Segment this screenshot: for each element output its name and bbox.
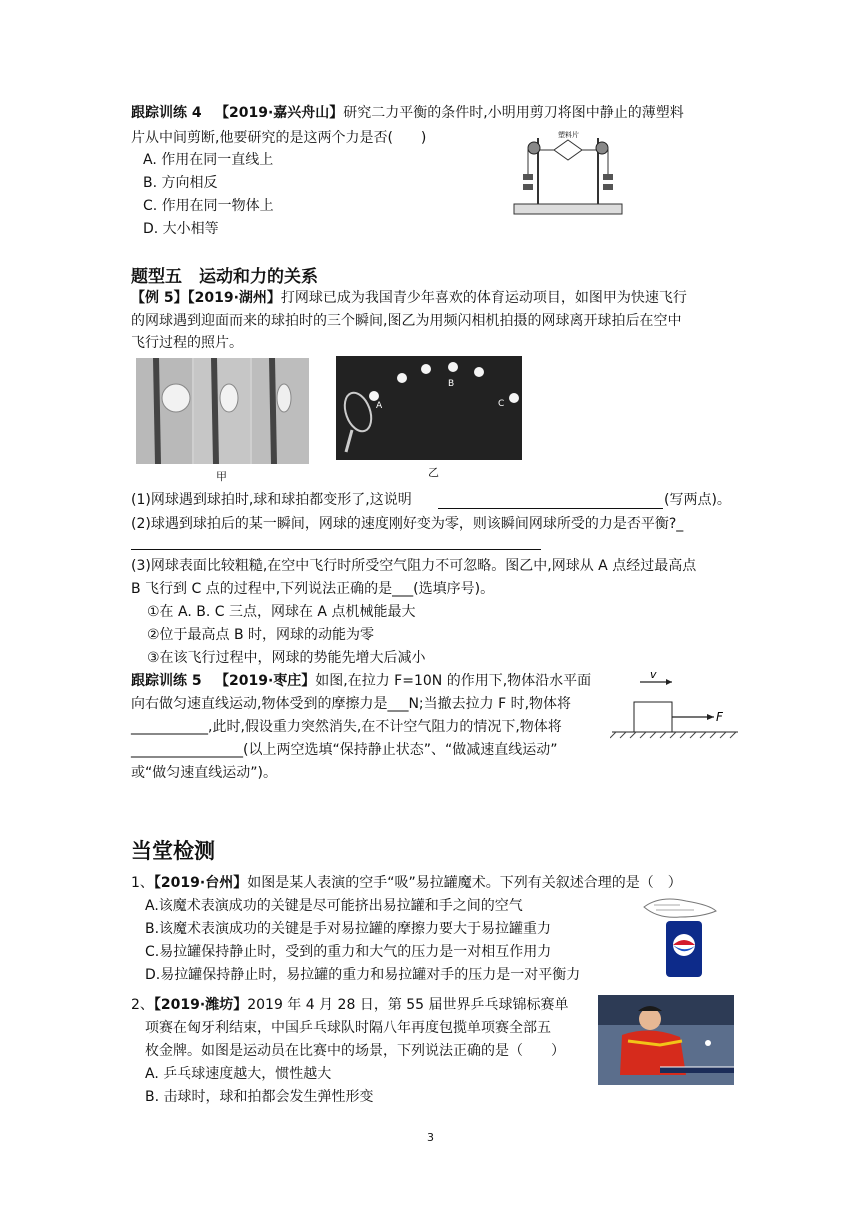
table-tennis-player-photo xyxy=(598,995,734,1085)
track5-line1 xyxy=(131,671,591,691)
track4-option-c: C. 作用在同一物体上 xyxy=(143,198,274,214)
track5-line2: 向右做匀速直线运动,物体受到的摩擦力是___N;当撤去拉力 F 时,物体将 xyxy=(131,696,572,712)
track4-option-b: B. 方向相反 xyxy=(143,175,218,191)
section5-title: 题型五 运动和力的关系 xyxy=(131,267,318,287)
check-q2-option-a: A. 乒乓球速度越大，惯性越大 xyxy=(145,1066,332,1082)
question-3-line1: (3)网球表面比较粗糙,在空中飞行时所受空气阻力不可忽略。图乙中,网球从 A 点经过最高点 xyxy=(131,558,697,574)
track5-line4: ________________(以上两空选填“保持静止状态”、“做减速直线运动” xyxy=(131,742,558,758)
question-3-line2: B 飞行到 C 点的过程中,下列说法正确的是___(选填序号)。 xyxy=(131,581,495,597)
check-q1-option-c: C.易拉罐保持静止时，受到的重力和大气的压力是一对相互作用力 xyxy=(145,944,552,960)
question-1-text: (1)网球遇到球拍时,球和球拍都变形了,这说明 xyxy=(131,492,412,508)
track5-line3: ___________,此时,假设重力突然消失,在不计空气阻力的情况下,物体将 xyxy=(131,719,562,735)
track4-stem2: 片从中间剪断,他要研究的是这两个力是否( ) xyxy=(131,130,427,146)
example5-stem1: 打网球已成为我国青少年喜欢的体育运动项目，如图甲为快速飞行 xyxy=(280,290,687,306)
point-a-label: A xyxy=(376,401,383,411)
check-q1-text: 如图是某人表演的空手“吸”易拉罐魔术。下列有关叙述合理的是（ ） xyxy=(247,875,682,891)
track4-tag: 跟踪训练 4 xyxy=(131,105,202,121)
check-q1-option-d: D.易拉罐保持静止时，易拉罐的重力和易拉罐对手的压力是一对平衡力 xyxy=(145,967,581,983)
check-q1-source: 【2019·台州】 xyxy=(153,875,248,891)
track5-tag: 跟踪训练 5 xyxy=(131,673,202,689)
answer-line-1 xyxy=(438,508,663,509)
check-q2-line1 xyxy=(131,995,569,1015)
track4-option-d: D. 大小相等 xyxy=(143,221,219,237)
question-1-end: (写两点)。 xyxy=(664,492,731,508)
velocity-label: v xyxy=(650,668,657,681)
racket-impact-photo xyxy=(136,358,309,464)
track5-stem1: 如图,在拉力 F=10N 的作用下,物体沿水平面 xyxy=(315,673,592,689)
block-on-surface-figure xyxy=(610,668,742,744)
check-section-title: 当堂检测 xyxy=(131,839,215,863)
track5-line5: 或“做匀速直线运动”)。 xyxy=(131,765,277,781)
check-q1-number: 1、 xyxy=(131,875,154,891)
example5-tag: 【例 5】 xyxy=(131,290,188,306)
statement-1: ①在 A. B. C 三点，网球在 A 点机械能最大 xyxy=(147,604,416,620)
plastic-sheet-label: 塑料片 xyxy=(558,131,579,139)
example5-line1 xyxy=(131,288,687,308)
check-q2-stem3: 枚金牌。如图是运动员在比赛中的场景，下列说法正确的是（ ） xyxy=(145,1043,565,1059)
track4-option-a: A. 作用在同一直线上 xyxy=(143,152,274,168)
two-force-apparatus-figure xyxy=(510,128,630,220)
check-q1-option-a: A.该魔术表演成功的关键是尽可能挤出易拉罐和手之间的空气 xyxy=(145,898,523,914)
soda-can-magic-figure xyxy=(640,895,720,979)
statement-3: ③在该飞行过程中，网球的势能先增大后减小 xyxy=(147,650,426,666)
check-q2-stem2: 项赛在匈牙利结束，中国乒乓球队时隔八年再度包揽单项赛全部五 xyxy=(145,1020,551,1036)
check-q2-number: 2、 xyxy=(131,997,154,1013)
check-q2-option-b: B. 击球时，球和拍都会发生弹性形变 xyxy=(145,1089,374,1105)
answer-line-2 xyxy=(131,549,541,550)
track4-source: 【2019·嘉兴舟山】 xyxy=(214,105,344,121)
track5-source: 【2019·枣庄】 xyxy=(214,673,316,689)
example5-stem3: 飞行过程的照片。 xyxy=(131,335,243,351)
point-c-label: C xyxy=(498,399,505,409)
example5-stem2: 的网球遇到迎面而来的球拍时的三个瞬间,图乙为用频闪相机拍摄的网球离开球拍后在空中 xyxy=(131,313,682,329)
check-q2-stem1: 2019 年 4 月 28 日，第 55 届世界乒乓球锦标赛单 xyxy=(247,997,569,1013)
check-q1-stem xyxy=(131,873,682,893)
check-q2-source: 【2019·潍坊】 xyxy=(153,997,248,1013)
track4-stem1: 研究二力平衡的条件时,小明用剪刀将图中静止的薄塑料 xyxy=(343,105,684,121)
statement-2: ②位于最高点 B 时，网球的动能为零 xyxy=(147,627,375,643)
question-2-text: (2)球遇到球拍后的某一瞬间，网球的速度刚好变为零，则该瞬间网球所受的力是否平衡?_ xyxy=(131,516,684,532)
figure-yi-caption: 乙 xyxy=(428,466,439,479)
track4-line1 xyxy=(131,103,684,123)
stroboscopic-ball-photo xyxy=(336,356,522,460)
force-label: F xyxy=(716,710,723,724)
example5-source: 【2019·湖州】 xyxy=(187,290,281,306)
figure-jia-caption: 甲 xyxy=(216,470,227,483)
check-q1-option-b: B.该魔术表演成功的关键是手对易拉罐的摩擦力要大于易拉罐重力 xyxy=(145,921,552,937)
point-b-label: B xyxy=(448,379,455,389)
page-number: 3 xyxy=(427,1131,434,1144)
